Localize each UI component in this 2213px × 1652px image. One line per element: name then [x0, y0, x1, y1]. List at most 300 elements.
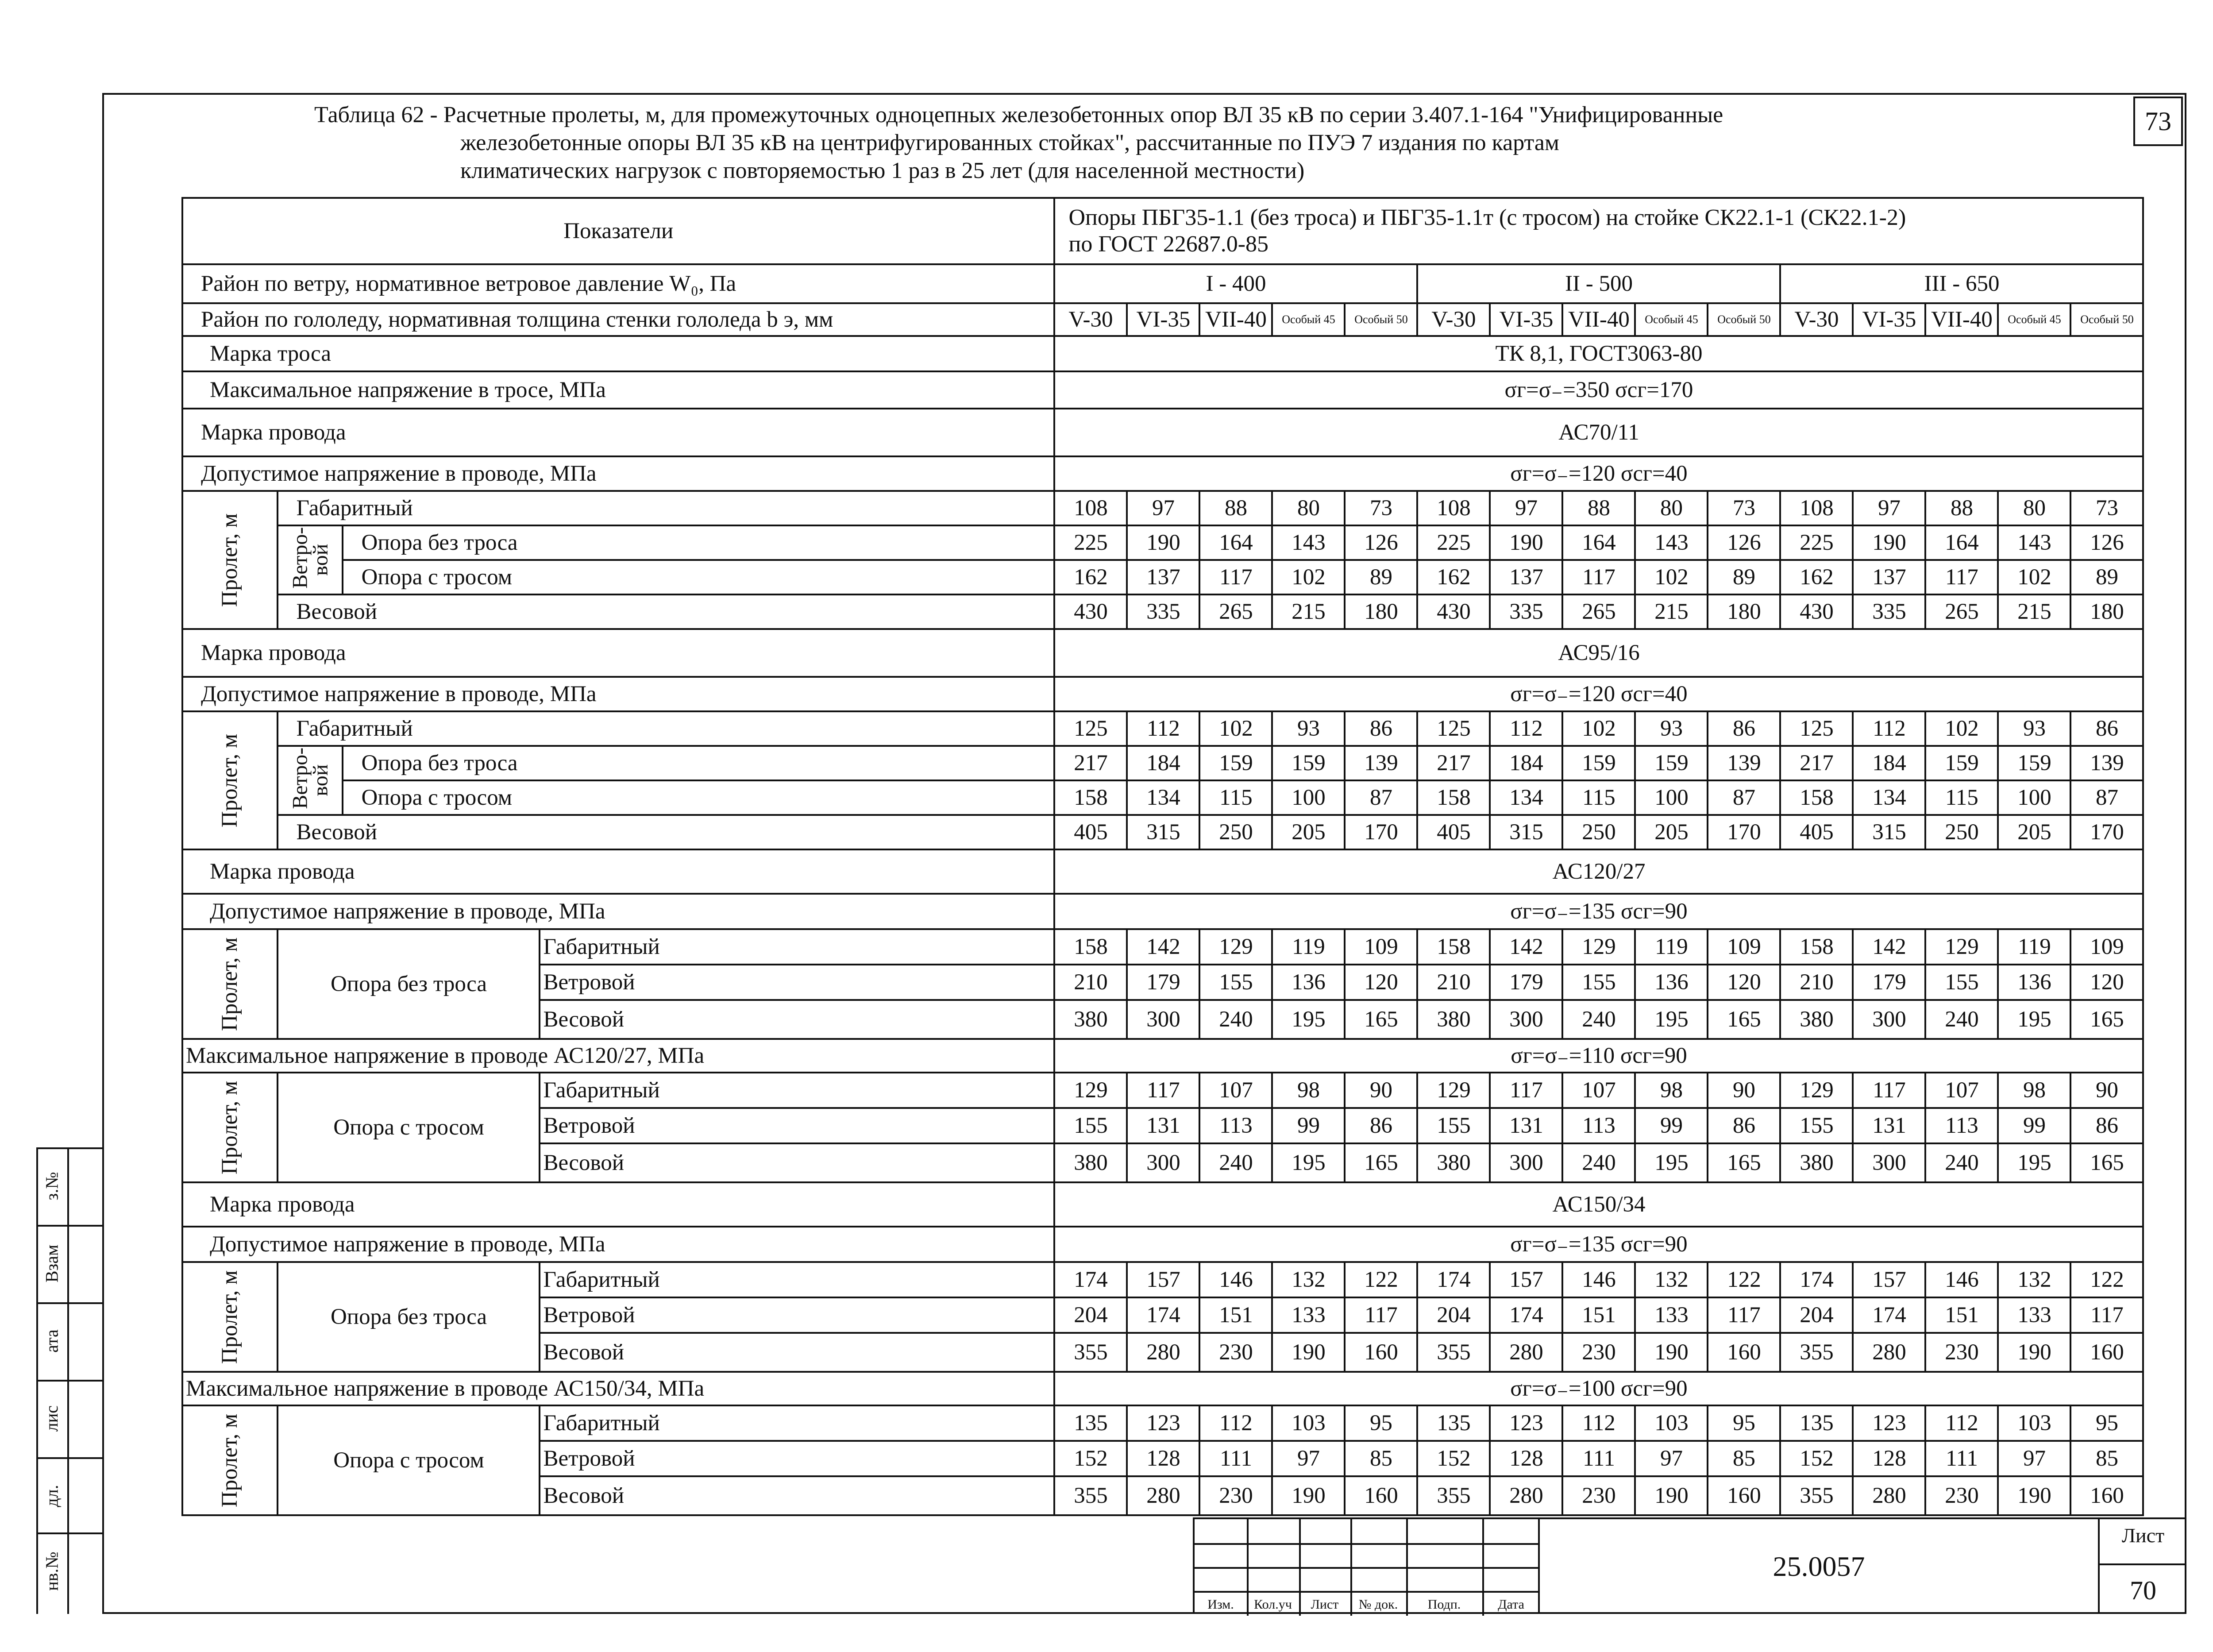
- strip-field: [36, 1380, 67, 1457]
- value-cell: 240: [1199, 1143, 1272, 1182]
- no-cable-label: Опора без троса: [278, 929, 540, 1039]
- value-cell: 142: [1853, 929, 1925, 965]
- value-cell: 179: [1853, 965, 1925, 1000]
- value-cell: 380: [1417, 1000, 1490, 1039]
- value-cell: 129: [1417, 1073, 1490, 1108]
- value-cell: 280: [1853, 1476, 1925, 1515]
- value-cell: 95: [1708, 1405, 1780, 1441]
- value-cell: 133: [1635, 1297, 1708, 1333]
- value-cell: 159: [1635, 746, 1708, 780]
- value-cell: 380: [1417, 1143, 1490, 1182]
- strip-field-label: нв.№: [42, 1552, 62, 1591]
- value-cell: 133: [1272, 1297, 1345, 1333]
- value-cell: 87: [1708, 780, 1780, 815]
- span-label: [182, 1405, 278, 1515]
- strip-field-label: ата: [42, 1329, 62, 1353]
- value-cell: 230: [1199, 1333, 1272, 1372]
- windy-label: Ветровой: [540, 1297, 1054, 1333]
- span-label-text: Пролет, м: [217, 1270, 243, 1364]
- value-cell: 120: [2070, 965, 2143, 1000]
- wind-region: III - 650: [1780, 264, 2143, 303]
- value-cell: 165: [1708, 1000, 1780, 1039]
- value-cell: 129: [1925, 929, 1998, 965]
- value-cell: 86: [1345, 711, 1417, 746]
- value-cell: 195: [1998, 1000, 2070, 1039]
- value-cell: 89: [2070, 560, 2143, 594]
- allowed-stress-label: Допустимое напряжение в проводе, МПа: [182, 894, 1054, 929]
- value-cell: 195: [1998, 1143, 2070, 1182]
- revision-grid: [1193, 1517, 1538, 1614]
- value-cell: 158: [1054, 780, 1127, 815]
- wire-brand-row: [182, 849, 2143, 894]
- value-cell: 117: [1490, 1073, 1562, 1108]
- supports-header: [1054, 198, 2143, 264]
- value-cell: 142: [1490, 929, 1562, 965]
- value-cell: 162: [1780, 560, 1853, 594]
- with-cable-row: [182, 780, 2143, 815]
- strip-field: [36, 1147, 67, 1225]
- value-cell: 134: [1127, 780, 1199, 815]
- value-cell: 157: [1490, 1262, 1562, 1297]
- wind-short-label-text: Ветро-вой: [288, 747, 332, 809]
- span-label-text: Пролет, м: [217, 937, 243, 1031]
- value-cell: 190: [1635, 1476, 1708, 1515]
- value-cell: 159: [1199, 746, 1272, 780]
- value-cell: 230: [1925, 1476, 1998, 1515]
- value-cell: 132: [1272, 1262, 1345, 1297]
- value-cell: 97: [1853, 491, 1925, 525]
- value-cell: 300: [1127, 1143, 1199, 1182]
- span-label: [182, 1262, 278, 1372]
- value-cell: 204: [1417, 1297, 1490, 1333]
- page-number: 73: [2133, 96, 2183, 146]
- revision-column-label: Кол.уч: [1254, 1597, 1292, 1612]
- value-cell: 93: [1998, 711, 2070, 746]
- value-cell: 405: [1054, 815, 1127, 849]
- strip-separator: [36, 1532, 102, 1534]
- wire-brand-value: АС150/34: [1054, 1182, 2143, 1227]
- value-cell: 265: [1925, 594, 1998, 629]
- value-cell: 195: [1635, 1000, 1708, 1039]
- value-cell: 73: [2070, 491, 2143, 525]
- value-cell: 355: [1780, 1333, 1853, 1372]
- value-cell: 155: [1562, 965, 1635, 1000]
- strip-separator: [36, 1380, 102, 1382]
- value-cell: 100: [1272, 780, 1345, 815]
- value-cell: 250: [1199, 815, 1272, 849]
- value-cell: 107: [1562, 1073, 1635, 1108]
- value-cell: 95: [1345, 1405, 1417, 1441]
- ice-column: V-30: [1417, 303, 1490, 336]
- value-cell: 102: [1635, 560, 1708, 594]
- value-cell: 162: [1054, 560, 1127, 594]
- value-cell: 131: [1490, 1108, 1562, 1143]
- value-cell: 240: [1925, 1000, 1998, 1039]
- value-cell: 160: [1708, 1333, 1780, 1372]
- value-cell: 155: [1199, 965, 1272, 1000]
- value-cell: 103: [1635, 1405, 1708, 1441]
- value-cell: 179: [1490, 965, 1562, 1000]
- value-cell: 89: [1708, 560, 1780, 594]
- weight-row: [182, 815, 2143, 849]
- value-cell: 117: [1345, 1297, 1417, 1333]
- weight-row: [182, 594, 2143, 629]
- strip-field: [36, 1302, 67, 1380]
- value-cell: 155: [1780, 1108, 1853, 1143]
- value-cell: 174: [1054, 1262, 1127, 1297]
- value-cell: 158: [1417, 929, 1490, 965]
- allowed-stress-label: Допустимое напряжение в проводе, МПа: [182, 677, 1054, 711]
- spans-table: [181, 197, 2144, 1516]
- value-cell: 137: [1127, 560, 1199, 594]
- wind-short-label: [278, 525, 343, 594]
- value-cell: 179: [1127, 965, 1199, 1000]
- value-cell: 111: [1562, 1441, 1635, 1476]
- ice-column: VI-35: [1853, 303, 1925, 336]
- value-cell: 155: [1925, 965, 1998, 1000]
- value-cell: 136: [1272, 965, 1345, 1000]
- value-cell: 158: [1417, 780, 1490, 815]
- value-cell: 300: [1490, 1143, 1562, 1182]
- value-cell: 180: [1708, 594, 1780, 629]
- value-cell: 93: [1635, 711, 1708, 746]
- strip-field-label: лис: [42, 1405, 62, 1432]
- value-cell: 174: [1127, 1297, 1199, 1333]
- revision-column-label: Изм.: [1207, 1597, 1234, 1612]
- value-cell: 117: [1199, 560, 1272, 594]
- value-cell: 107: [1199, 1073, 1272, 1108]
- weight-label: Весовой: [540, 1000, 1054, 1039]
- value-cell: 125: [1780, 711, 1853, 746]
- value-cell: 184: [1490, 746, 1562, 780]
- value-cell: 170: [1708, 815, 1780, 849]
- strip-field-label: Взам: [42, 1244, 62, 1283]
- value-cell: 125: [1417, 711, 1490, 746]
- value-cell: 160: [2070, 1333, 2143, 1372]
- ice-column: VII-40: [1199, 303, 1272, 336]
- value-cell: 112: [1490, 711, 1562, 746]
- value-cell: 190: [1490, 525, 1562, 560]
- value-cell: 125: [1054, 711, 1127, 746]
- strip-separator: [36, 1302, 102, 1304]
- value-cell: 80: [1998, 491, 2070, 525]
- weight-label: Весовой: [540, 1143, 1054, 1182]
- value-cell: 335: [1853, 594, 1925, 629]
- value-cell: 164: [1199, 525, 1272, 560]
- value-cell: 131: [1127, 1108, 1199, 1143]
- value-cell: 129: [1054, 1073, 1127, 1108]
- value-cell: 174: [1780, 1262, 1853, 1297]
- value-cell: 134: [1853, 780, 1925, 815]
- value-cell: 170: [1345, 815, 1417, 849]
- value-cell: 108: [1054, 491, 1127, 525]
- value-cell: 136: [1635, 965, 1708, 1000]
- allowed-stress-row: [182, 677, 2143, 711]
- value-cell: 112: [1853, 711, 1925, 746]
- allowed-stress-value: σг=σ₋=120 σсг=40: [1054, 456, 2143, 491]
- value-cell: 155: [1054, 1108, 1127, 1143]
- value-cell: 280: [1127, 1476, 1199, 1515]
- wire-brand-label: Марка провода: [182, 629, 1054, 677]
- value-cell: 335: [1490, 594, 1562, 629]
- value-cell: 180: [1345, 594, 1417, 629]
- ice-column: V-30: [1780, 303, 1853, 336]
- span-label-text: Пролет, м: [217, 1413, 243, 1507]
- value-cell: 380: [1054, 1143, 1127, 1182]
- wind-region: I - 400: [1054, 264, 1417, 303]
- value-cell: 123: [1490, 1405, 1562, 1441]
- value-cell: 315: [1127, 815, 1199, 849]
- value-cell: 174: [1417, 1262, 1490, 1297]
- value-cell: 135: [1417, 1405, 1490, 1441]
- ice-column: Особый 50: [2070, 303, 2143, 336]
- allowed-stress-row: [182, 894, 2143, 929]
- weight-label: Весовой: [278, 815, 1054, 849]
- value-cell: 113: [1199, 1108, 1272, 1143]
- indicators-header: Показатели: [182, 198, 1054, 264]
- span-label: [182, 1073, 278, 1182]
- value-cell: 355: [1054, 1476, 1127, 1515]
- value-cell: 139: [1345, 746, 1417, 780]
- gabarit-label: Габаритный: [278, 491, 1054, 525]
- value-cell: 204: [1054, 1297, 1127, 1333]
- sheet-number: 70: [2100, 1563, 2186, 1616]
- value-cell: 300: [1490, 1000, 1562, 1039]
- value-cell: 135: [1780, 1405, 1853, 1441]
- allowed-stress-row: [182, 456, 2143, 491]
- value-cell: 210: [1780, 965, 1853, 1000]
- value-cell: 120: [1708, 965, 1780, 1000]
- span-label: [182, 929, 278, 1039]
- wire-brand-row: [182, 629, 2143, 677]
- wire-brand-value: АС120/27: [1054, 849, 2143, 894]
- value-cell: 190: [1272, 1476, 1345, 1515]
- value-cell: 122: [1345, 1262, 1417, 1297]
- value-cell: 280: [1490, 1333, 1562, 1372]
- value-cell: 109: [2070, 929, 2143, 965]
- value-cell: 225: [1054, 525, 1127, 560]
- grid-hline: [1195, 1591, 1540, 1593]
- wire-brand-value: АС70/11: [1054, 409, 2143, 456]
- value-cell: 165: [1345, 1143, 1417, 1182]
- value-cell: 158: [1780, 929, 1853, 965]
- value-cell: 159: [1925, 746, 1998, 780]
- value-cell: 109: [1345, 929, 1417, 965]
- value-cell: 134: [1490, 780, 1562, 815]
- value-cell: 99: [1635, 1108, 1708, 1143]
- value-cell: 89: [1345, 560, 1417, 594]
- max-stress-row: [182, 1372, 2143, 1405]
- value-cell: 117: [1708, 1297, 1780, 1333]
- header-row: [182, 198, 2143, 264]
- value-cell: 88: [1199, 491, 1272, 525]
- value-cell: 265: [1199, 594, 1272, 629]
- value-cell: 85: [1345, 1441, 1417, 1476]
- cable-stress-value: σг=σ₋=350 σсг=170: [1054, 371, 2143, 409]
- value-cell: 123: [1127, 1405, 1199, 1441]
- ice-column: VII-40: [1562, 303, 1635, 336]
- ice-column: Особый 45: [1998, 303, 2070, 336]
- value-cell: 300: [1127, 1000, 1199, 1039]
- value-cell: 113: [1925, 1108, 1998, 1143]
- value-cell: 111: [1925, 1441, 1998, 1476]
- value-cell: 190: [1635, 1333, 1708, 1372]
- value-cell: 335: [1127, 594, 1199, 629]
- gabarit-label: Габаритный: [278, 711, 1054, 746]
- value-cell: 108: [1417, 491, 1490, 525]
- revision-column-label: Подп.: [1427, 1597, 1461, 1612]
- cable-brand-label: Марка троса: [182, 336, 1054, 371]
- gabarit-label: Габаритный: [540, 929, 1054, 965]
- wind-region: II - 500: [1417, 264, 1780, 303]
- value-cell: 102: [1998, 560, 2070, 594]
- with-cable-label: Опора с тросом: [278, 1405, 540, 1515]
- value-cell: 230: [1562, 1333, 1635, 1372]
- value-cell: 88: [1562, 491, 1635, 525]
- value-cell: 190: [1853, 525, 1925, 560]
- value-cell: 132: [1998, 1262, 2070, 1297]
- value-cell: 165: [2070, 1143, 2143, 1182]
- value-cell: 240: [1562, 1000, 1635, 1039]
- value-cell: 88: [1925, 491, 1998, 525]
- value-cell: 132: [1635, 1262, 1708, 1297]
- grid-hline: [1195, 1567, 1540, 1569]
- value-cell: 86: [1345, 1108, 1417, 1143]
- value-cell: 112: [1127, 711, 1199, 746]
- value-cell: 129: [1562, 929, 1635, 965]
- value-cell: 355: [1417, 1476, 1490, 1515]
- value-cell: 250: [1562, 815, 1635, 849]
- value-cell: 159: [1562, 746, 1635, 780]
- value-cell: 93: [1272, 711, 1345, 746]
- value-cell: 430: [1417, 594, 1490, 629]
- value-cell: 405: [1780, 815, 1853, 849]
- revision-column-label: № док.: [1358, 1597, 1398, 1612]
- ice-column: VI-35: [1490, 303, 1562, 336]
- value-cell: 115: [1199, 780, 1272, 815]
- value-cell: 190: [1998, 1476, 2070, 1515]
- value-cell: 160: [1708, 1476, 1780, 1515]
- value-cell: 152: [1417, 1441, 1490, 1476]
- value-cell: 157: [1853, 1262, 1925, 1297]
- ice-column: Особый 50: [1345, 303, 1417, 336]
- ice-column: V-30: [1054, 303, 1127, 336]
- value-cell: 73: [1708, 491, 1780, 525]
- value-cell: 190: [1998, 1333, 2070, 1372]
- value-cell: 250: [1925, 815, 1998, 849]
- strip-field: [36, 1225, 67, 1302]
- value-cell: 113: [1562, 1108, 1635, 1143]
- value-cell: 86: [2070, 1108, 2143, 1143]
- allowed-stress-value: σг=σ₋=120 σсг=40: [1054, 677, 2143, 711]
- windy-label: Ветровой: [540, 1108, 1054, 1143]
- value-cell: 99: [1272, 1108, 1345, 1143]
- max-stress-row: [182, 1039, 2143, 1073]
- value-cell: 107: [1925, 1073, 1998, 1108]
- value-cell: 240: [1199, 1000, 1272, 1039]
- value-cell: 280: [1853, 1333, 1925, 1372]
- value-cell: 146: [1199, 1262, 1272, 1297]
- cable-brand-row: [182, 336, 2143, 371]
- value-cell: 174: [1853, 1297, 1925, 1333]
- value-cell: 133: [1998, 1297, 2070, 1333]
- value-cell: 128: [1127, 1441, 1199, 1476]
- value-cell: 98: [1998, 1073, 2070, 1108]
- strip-field: [36, 1457, 67, 1535]
- wind-row: [182, 264, 2143, 303]
- value-cell: 97: [1635, 1441, 1708, 1476]
- title-line-1: Таблица 62 - Расчетные пролеты, м, для промежуточных одноцепных железобетонных опор ВЛ 35 кВ по серии 3.407.1-164 "Унифицированные: [314, 102, 1723, 127]
- value-cell: 143: [1272, 525, 1345, 560]
- with-cable-label: Опора с тросом: [343, 560, 1054, 594]
- value-cell: 102: [1562, 711, 1635, 746]
- value-cell: 122: [2070, 1262, 2143, 1297]
- value-cell: 280: [1490, 1476, 1562, 1515]
- value-cell: 300: [1853, 1143, 1925, 1182]
- value-cell: 159: [1272, 746, 1345, 780]
- value-cell: 155: [1417, 1108, 1490, 1143]
- value-cell: 405: [1417, 815, 1490, 849]
- value-cell: 126: [1708, 525, 1780, 560]
- value-cell: 190: [1127, 525, 1199, 560]
- gabarit-row: [182, 491, 2143, 525]
- span-label-text: Пролет, м: [217, 1081, 243, 1174]
- value-cell: 355: [1780, 1476, 1853, 1515]
- wire-brand-row: [182, 409, 2143, 456]
- value-cell: 146: [1925, 1262, 1998, 1297]
- value-cell: 204: [1780, 1297, 1853, 1333]
- value-cell: 135: [1054, 1405, 1127, 1441]
- value-cell: 230: [1925, 1333, 1998, 1372]
- revision-column-label: Лист: [1311, 1597, 1339, 1612]
- value-cell: 95: [2070, 1405, 2143, 1441]
- value-cell: 195: [1272, 1000, 1345, 1039]
- value-cell: 195: [1272, 1143, 1345, 1182]
- value-cell: 151: [1562, 1297, 1635, 1333]
- value-cell: 180: [2070, 594, 2143, 629]
- ice-row: [182, 303, 2143, 336]
- value-cell: 115: [1562, 780, 1635, 815]
- value-cell: 73: [1345, 491, 1417, 525]
- value-cell: 380: [1054, 1000, 1127, 1039]
- value-cell: 109: [1708, 929, 1780, 965]
- value-cell: 117: [1562, 560, 1635, 594]
- value-cell: 217: [1417, 746, 1490, 780]
- wire-brand-row: [182, 1182, 2143, 1227]
- value-cell: 137: [1490, 560, 1562, 594]
- value-cell: 146: [1562, 1262, 1635, 1297]
- value-cell: 102: [1199, 711, 1272, 746]
- value-cell: 86: [2070, 711, 2143, 746]
- ice-column: Особый 50: [1708, 303, 1780, 336]
- allowed-stress-value: σг=σ₋=135 σсг=90: [1054, 1227, 2143, 1262]
- title-line-3: климатических нагрузок с повторяемостью 1 раз в 25 лет (для населенной местности): [460, 158, 1305, 183]
- wind-label: Район по ветру, нормативное ветровое давление W₀, Па: [182, 264, 1054, 303]
- ice-column: Особый 45: [1635, 303, 1708, 336]
- value-cell: 230: [1199, 1476, 1272, 1515]
- span-label: [182, 491, 278, 629]
- value-cell: 164: [1562, 525, 1635, 560]
- value-cell: 315: [1853, 815, 1925, 849]
- value-cell: 430: [1780, 594, 1853, 629]
- value-cell: 217: [1780, 746, 1853, 780]
- value-cell: 165: [1345, 1000, 1417, 1039]
- ice-column: Особый 45: [1272, 303, 1345, 336]
- no-cable-label: Опора без троса: [343, 525, 1054, 560]
- value-cell: 87: [2070, 780, 2143, 815]
- allowed-stress-label: Допустимое напряжение в проводе, МПа: [182, 1227, 1054, 1262]
- value-cell: 225: [1780, 525, 1853, 560]
